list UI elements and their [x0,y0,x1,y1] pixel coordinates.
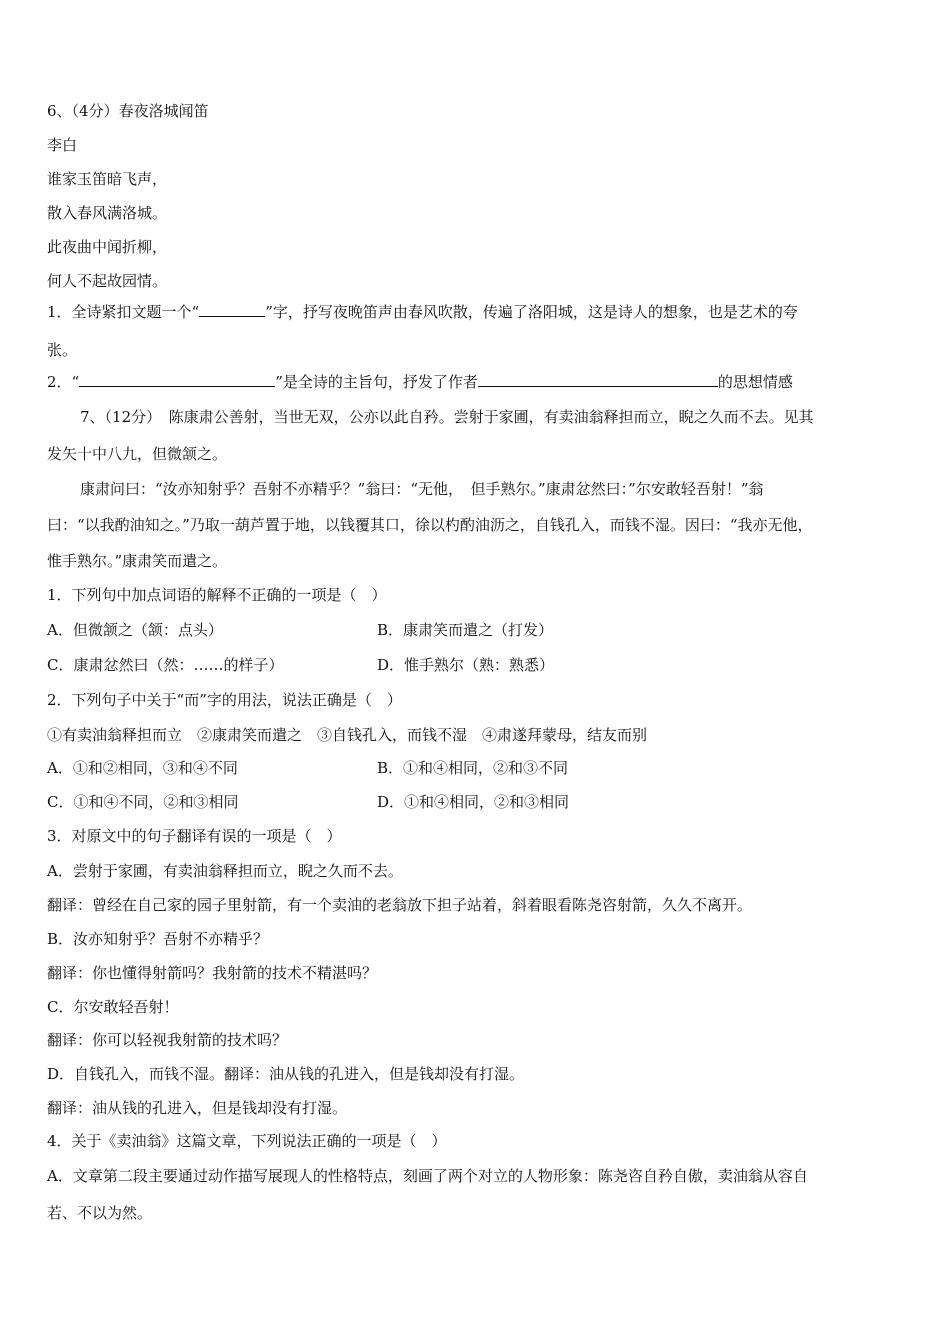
option-d: D．惟手熟尔（熟：熟悉） [377,656,555,674]
poem-header: 6、（4分）春夜洛城闻笛 [47,102,209,120]
poem-line: 此夜曲中闻折柳， [47,238,168,256]
answer-blank[interactable] [199,302,265,317]
option-a: A．但微颔之（颔：点头） [47,621,223,639]
translation: 翻译：你也懂得射箭吗？我射箭的技术不精湛吗？ [47,964,378,982]
option-a: A．文章第二段主要通过动作描写展现人的性格特点，刻画了两个对立的人物形象：陈尧咨自矜自傲，卖油翁从容自 [47,1167,808,1185]
poem-line: 何人不起故园情。 [47,272,168,290]
question-stem: 4．关于《卖油翁》这篇文章，下列说法正确的一项是（ ） [47,1132,447,1150]
passage-paragraph: 惟手熟尔。”康肃笑而遣之。 [47,552,228,570]
question-text: 1．全诗紧扣文题一个“ [47,303,200,321]
translation: 翻译：你可以轻视我射箭的技术吗？ [47,1031,288,1049]
passage-paragraph: 发矢十中八九，但微颔之。 [47,445,228,463]
option-d: D．自钱孔入，而钱不湿。翻译：油从钱的孔进入，但是钱却没有打湿。 [47,1065,525,1083]
translation: 翻译：曾经在自己家的园子里射箭，有一个卖油的老翁放下担子站着，斜着眼看陈尧咨射箭，久久不离开。 [47,896,753,914]
option-d: D．①和④相同，②和③相同 [377,793,570,811]
question-text: 的思想情感 [717,373,793,391]
option-b: B．①和④相同，②和③不同 [377,759,569,777]
question-stem: 2．下列句子中关于“而”字的用法，说法正确是（ ） [47,691,402,709]
passage-paragraph: 7、（12分） 陈康肃公善射，当世无双，公亦以此自矜。尝射于家圃，有卖油翁释担而立，睨之久而不去。见其 [80,408,814,426]
option-a: A．①和②相同，③和④不同 [47,759,238,777]
answer-blank[interactable] [79,372,275,387]
poem-line: 散入春风满洛城。 [47,204,168,222]
option-b: B．汝亦知射乎？吾射不亦精乎？ [47,930,269,948]
answer-blank[interactable] [478,372,718,387]
option-a-cont: 若、不以为然。 [47,1204,153,1222]
option-b: B．康肃笑而遣之（打发） [377,621,554,639]
poem-question-1-cont: 张。 [47,341,78,359]
question-text: ”字，抒写夜晚笛声由春风吹散，传遍了洛阳城，这是诗人的想象，也是艺术的夸 [265,303,798,321]
sentence-list: ①有卖油翁释担而立 ②康肃笑而遣之 ③自钱孔入，而钱不湿 ④肃遂拜蒙母，结友而别 [47,726,648,744]
option-c: C．尔安敢轻吾射！ [47,998,179,1016]
poem-question-1 [47,302,798,322]
question-text: 2．“ [47,373,80,391]
poem-author: 李白 [47,136,78,154]
poem-line: 谁家玉笛暗飞声， [47,170,168,188]
passage-paragraph: 康肃问曰：“汝亦知射乎？吾射不亦精乎？”翁曰：“无他， 但手熟尔。”康肃忿然曰：”尔安敢轻吾射！”翁 [80,480,764,498]
translation: 翻译：油从钱的孔进入，但是钱却没有打湿。 [47,1099,348,1117]
question-stem: 3．对原文中的句子翻译有误的一项是（ ） [47,827,342,845]
question-stem: 1．下列句中加点词语的解释不正确的一项是（ ） [47,586,387,604]
option-a: A．尝射于家圃，有卖油翁释担而立，睨之久而不去。 [47,862,403,880]
option-c: C．康肃忿然曰（然：……的样子） [47,656,284,674]
option-c: C．①和④不同，②和③相同 [47,793,239,811]
passage-paragraph: 曰：“以我酌油知之。”乃取一葫芦置于地，以钱覆其口，徐以杓酌油沥之，自钱孔入，而钱不湿。因曰：“我亦无他， [47,516,813,534]
poem-question-2 [47,372,793,392]
question-text: ”是全诗的主旨句，抒发了作者 [275,373,478,391]
